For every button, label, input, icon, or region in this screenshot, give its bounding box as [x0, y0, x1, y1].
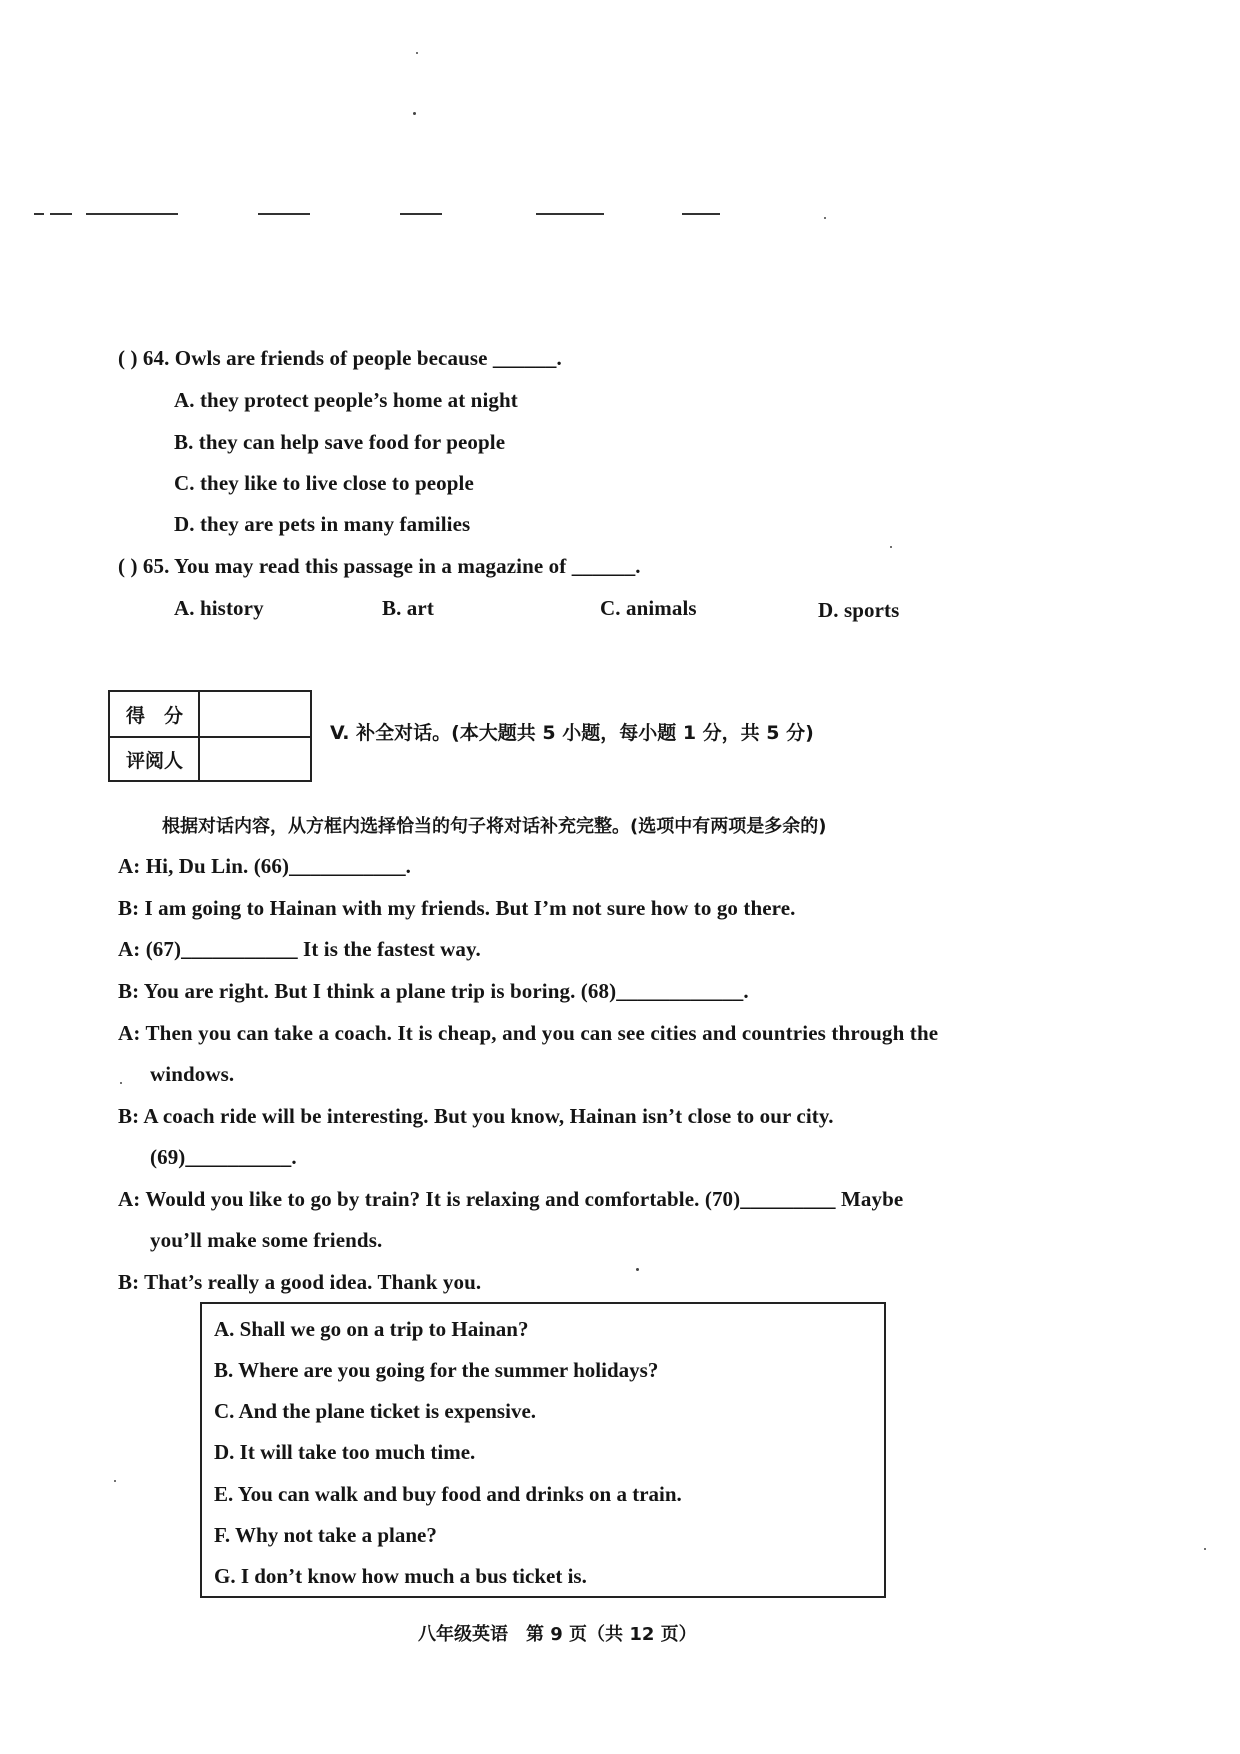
section-instruction: 根据对话内容，从方框内选择恰当的句子将对话补充完整。(选项中有两项是多余的)	[162, 816, 827, 837]
dialogue-line: B: That’s really a good idea. Thank you.	[118, 1270, 482, 1294]
score-table-divider-h	[110, 736, 310, 738]
option-64-d: D. they are pets in many families	[174, 512, 471, 536]
dialogue-line: B: I am going to Hainan with my friends. But I’m not sure how to go there.	[118, 896, 796, 920]
question-stem: 64. Owls are friends of people because ______.	[142, 346, 562, 370]
answer-option-c: C. And the plane ticket is expensive.	[214, 1399, 537, 1423]
dialogue-line-68: B: You are right. But I think a plane trip is boring. (68)____________.	[118, 979, 749, 1003]
option-65-c: C. animals	[600, 596, 697, 620]
option-65-b: B. art	[382, 596, 434, 620]
option-64-b: B. they can help save food for people	[174, 430, 506, 454]
reviewer-label: 评阅人	[126, 750, 184, 772]
option-65-a: A. history	[174, 596, 264, 620]
question-64	[118, 346, 562, 371]
option-64-a: A. they protect people’s home at night	[174, 388, 518, 412]
answer-option-e: E. You can walk and buy food and drinks on a train.	[214, 1482, 682, 1506]
page-footer: 八年级英语 第 9 页（共 12 页）	[418, 1624, 697, 1645]
answer-options-box	[200, 1302, 886, 1598]
answer-option-b: B. Where are you going for the summer holidays?	[214, 1358, 659, 1382]
dialogue-line-66: A: Hi, Du Lin. (66)___________.	[118, 854, 412, 878]
dialogue-line-70: A: Would you like to go by train? It is relaxing and comfortable. (70)_________ Maybe	[118, 1187, 904, 1211]
reviewer-value-field	[202, 742, 306, 776]
score-table	[108, 690, 312, 782]
answer-option-a: A. Shall we go on a trip to Hainan?	[214, 1317, 529, 1341]
dialogue-line-cont: you’ll make some friends.	[150, 1228, 383, 1252]
dialogue-line-67: A: (67)___________ It is the fastest way.	[118, 937, 481, 961]
dialogue-line: A: Then you can take a coach. It is cheap, and you can see cities and countries through the	[118, 1021, 939, 1045]
answer-paren: ( )	[118, 346, 138, 370]
option-65-d: D. sports	[818, 598, 900, 622]
dialogue-line: B: A coach ride will be interesting. But you know, Hainan isn’t close to our city.	[118, 1104, 834, 1128]
answer-option-d: D. It will take too much time.	[214, 1440, 476, 1464]
question-stem: 65. You may read this passage in a magazine of ______.	[142, 554, 641, 578]
dialogue-line-69: (69)__________.	[150, 1145, 297, 1169]
answer-paren: ( )	[118, 554, 138, 578]
score-label: 得 分	[126, 705, 184, 727]
answer-option-f: F. Why not take a plane?	[214, 1523, 437, 1547]
section-title: V. 补全对话。(本大题共 5 小题，每小题 1 分，共 5 分)	[330, 722, 814, 744]
answer-option-g: G. I don’t know how much a bus ticket is.	[214, 1564, 587, 1588]
score-value-field	[202, 696, 306, 734]
question-65	[118, 554, 641, 579]
dialogue-line-cont: windows.	[150, 1062, 235, 1086]
option-64-c: C. they like to live close to people	[174, 471, 474, 495]
